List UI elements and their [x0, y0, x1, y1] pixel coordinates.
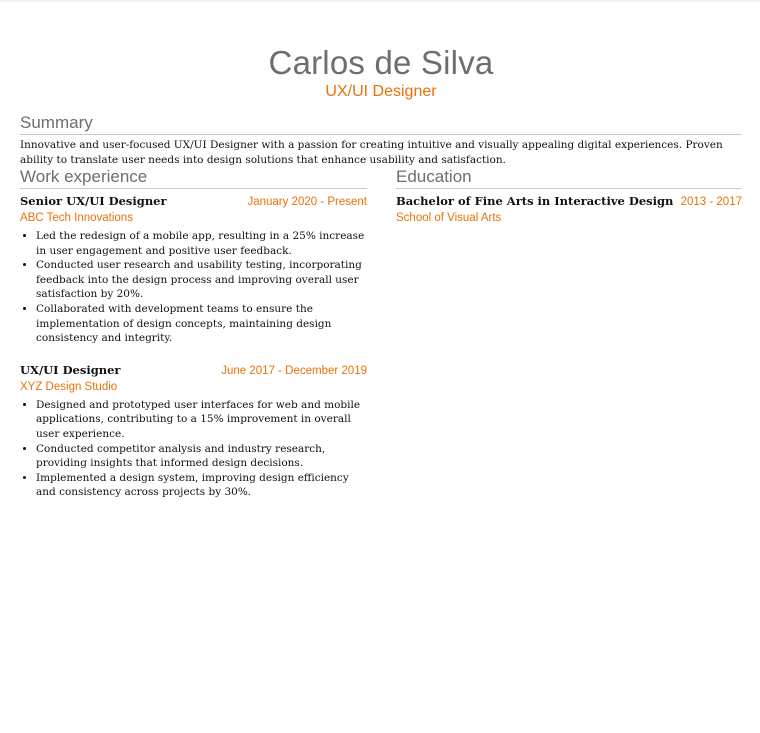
- school-name: School of Visual Arts: [396, 212, 502, 224]
- work-entry: [20, 363, 367, 500]
- job-dates: June 2017 - December 2019: [221, 364, 367, 377]
- job-bullets: [20, 229, 367, 346]
- job-bullet: • Led the redesign of a mobile app, resulting in a 25% increase in user engagement and positive user feedback.: [36, 229, 367, 258]
- summary-heading: Summary: [20, 113, 742, 135]
- work-entry: [20, 194, 367, 346]
- job-bullet: • Conducted competitor analysis and industry research, providing insights that informed design decisions.: [36, 442, 367, 471]
- job-title: Senior UX/UI Designer: [20, 194, 167, 208]
- education-section: [396, 167, 742, 224]
- job-dates: January 2020 - Present: [247, 196, 367, 208]
- job-title: UX/UI Designer: [20, 362, 121, 377]
- job-bullet: • Designed and prototyped user interfaces for web and mobile applications, contributing to a 15% improvement in overall user experience.: [36, 398, 367, 442]
- job-bullet: • Implemented a design system, improving design efficiency and consistency across projects by 30%.: [36, 471, 367, 500]
- work-experience-heading: Work experience: [20, 167, 367, 189]
- candidate-name: Carlos de Silva: [268, 44, 494, 81]
- education-dates: 2013 - 2017: [680, 196, 742, 208]
- education-heading: Education: [396, 167, 742, 189]
- job-bullet: • Conducted user research and usability testing, incorporating feedback into the design process and improving overall user satisfaction by 20%.: [36, 258, 367, 302]
- top-shadow-bar: [0, 0, 760, 3]
- summary-text: Innovative and user-focused UX/UI Designer with a passion for creating intuitive and visually appealing digital experiences. Proven ability to translate user needs into design solutions that enhance usability and satisfaction.: [20, 139, 723, 166]
- education-entry: [396, 194, 742, 224]
- job-bullets: [20, 398, 367, 500]
- job-bullet: • Collaborated with development teams to ensure the implementation of design concepts, maintaining design consistency and integrity.: [36, 302, 367, 346]
- work-experience-section: [20, 167, 367, 500]
- candidate-role: UX/UI Designer: [325, 83, 437, 100]
- company-name: ABC Tech Innovations: [20, 212, 133, 224]
- company-name: XYZ Design Studio: [20, 380, 118, 393]
- degree-title: Bachelor of Fine Arts in Interactive Design: [396, 194, 674, 208]
